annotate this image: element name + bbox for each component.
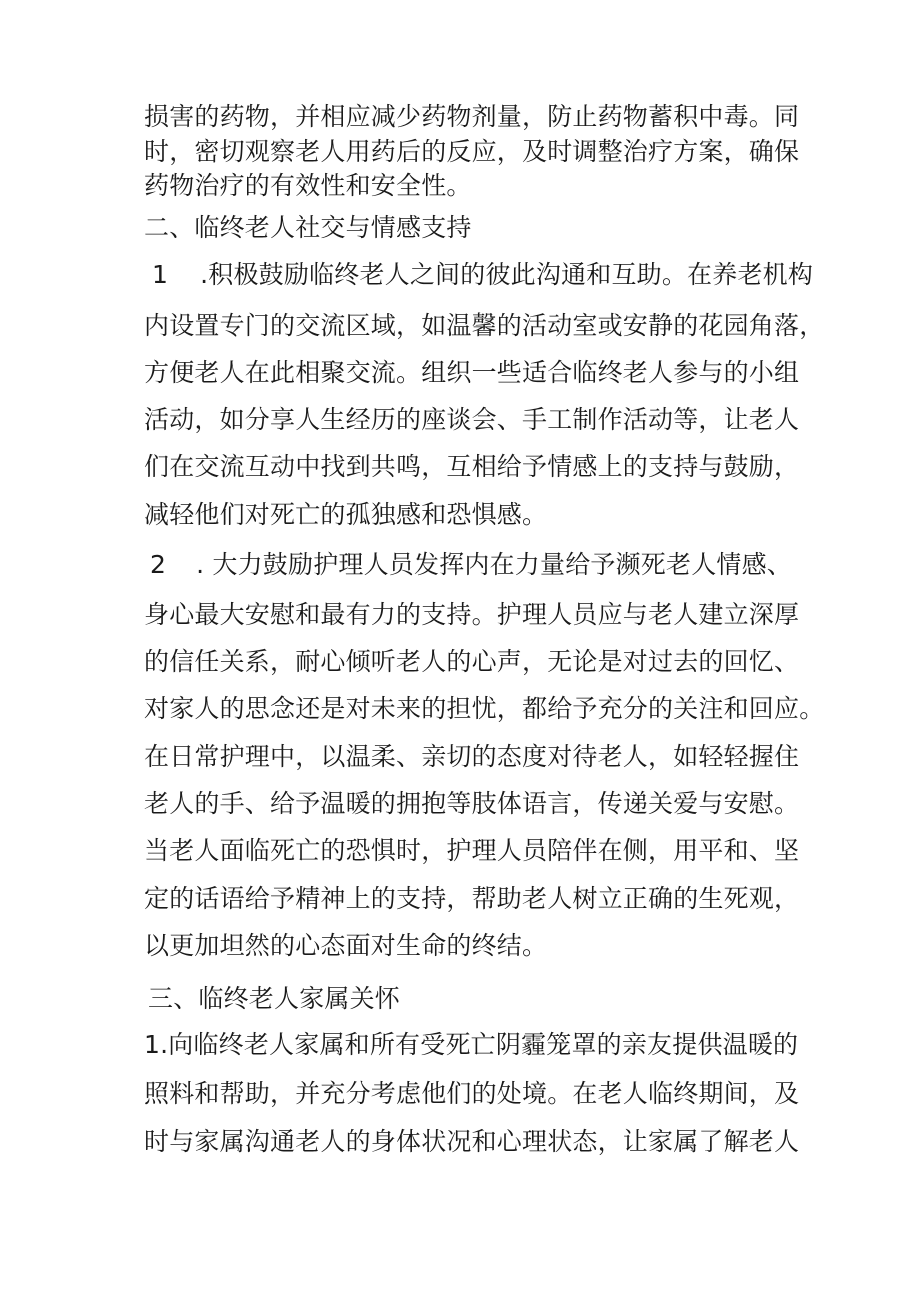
paragraph-line: 定的话语给予精神上的支持，帮助老人树立正确的生死观， [144,884,800,913]
paragraph-line: 们在交流互动中找到共鸣，互相给予情感上的支持与鼓励， [144,452,800,481]
paragraph-line: . 大力鼓励护理人员发挥内在力量给予濒死老人情感、 [196,550,793,579]
section-heading: 二、临终老人社交与情感支持 [144,213,472,242]
paragraph-line: .积极鼓励临终老人之间的彼此沟通和互助。在养老机构 [200,260,814,289]
paragraph-line: 以更加坦然的心态面对生命的终结。 [144,931,548,960]
paragraph-line: 在日常护理中，以温柔、亲切的态度对待老人，如轻轻握住 [144,742,800,771]
paragraph-line: 1.向临终老人家属和所有受死亡阴霾笼罩的亲友提供温暖的 [144,1030,799,1059]
paragraph-line: 药物治疗的有效性和安全性。 [144,171,472,200]
paragraph-line: 老人的手、给予温暖的拥抱等肢体语言，传递关爱与安慰。 [144,789,800,818]
paragraph-line: 的信任关系，耐心倾听老人的心声，无论是对过去的回忆、 [144,647,800,676]
paragraph-line: 减轻他们对死亡的孤独感和恐惧感。 [144,500,548,529]
section-heading: 三、临终老人家属关怀 [148,984,401,1013]
paragraph-line: 损害的药物，并相应减少药物剂量，防止药物蓄积中毒。同 [144,102,800,131]
list-item-number: 2 [150,550,167,579]
list-item-first-line [152,259,813,291]
paragraph-line: 活动，如分享人生经历的座谈会、手工制作活动等，让老人 [144,405,800,434]
paragraph-line: 时，密切观察老人用药后的反应，及时调整治疗方案，确保 [144,137,800,166]
paragraph-line: 身心最大安慰和最有力的支持。护理人员应与老人建立深厚 [144,600,800,629]
list-item-number: 1 [152,260,169,289]
paragraph-line: 内设置专门的交流区域，如温馨的活动室或安静的花园角落， [144,311,825,340]
list-item-first-line [150,549,792,581]
paragraph-line: 时与家属沟通老人的身体状况和心理状态，让家属了解老人 [144,1127,800,1156]
paragraph-line: 方便老人在此相聚交流。组织一些适合临终老人参与的小组 [144,358,800,387]
paragraph-line: 对家人的思念还是对未来的担忧，都给予充分的关注和回应。 [144,694,825,723]
paragraph-line: 照料和帮助，并充分考虑他们的处境。在老人临终期间，及 [144,1079,800,1108]
paragraph-line: 当老人面临死亡的恐惧时，护理人员陪伴在侧，用平和、坚 [144,836,800,865]
